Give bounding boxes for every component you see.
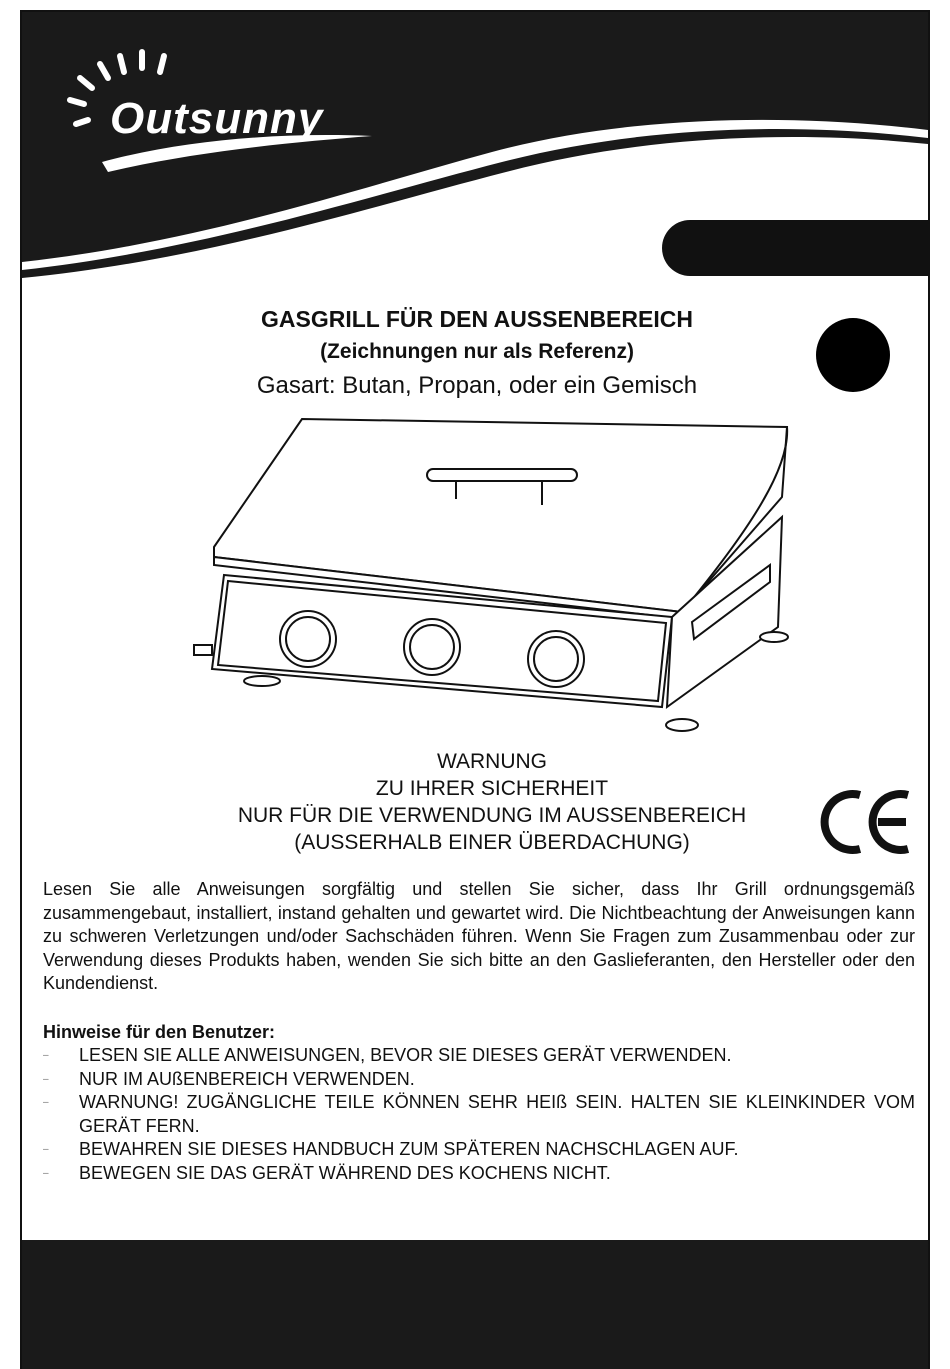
notes-heading: Hinweise für den Benutzer: (43, 1022, 276, 1042)
intro-paragraph: Lesen Sie alle Anweisungen sorgfältig und stellen Sie sicher, dass Ihr Grill ordnungsgemäß zusammengebaut, installiert, instand gehalten und gewartet wird. Die Nichtbeachtung der Anweisungen kann zu schweren Verletzungen und/oder Sachschäden führen. Wenn Sie Fragen zum Zusammenbau oder zur Verwendung dieses Produkts haben, wenden Sie sich bitte an den Gaslieferanten, den Hersteller oder den Kundendienst. (43, 879, 915, 993)
list-item: – BEWEGEN SIE DAS GERÄT WÄHREND DES KOCHENS NICHT. (43, 1162, 915, 1186)
warning-line-4: (AUSSERHALB EINER ÜBERDACHUNG) (294, 831, 690, 854)
page-subtitle: (Zeichnungen nur als Referenz) (320, 340, 634, 363)
header-tab (662, 220, 930, 276)
list-item: – LESEN SIE ALLE ANWEISUNGEN, BEVOR SIE DIESES GERÄT VERWENDEN. (43, 1044, 915, 1068)
brand-logo: Outsunny (110, 94, 324, 143)
warning-title: WARNUNG (436, 750, 548, 773)
page-frame (20, 10, 930, 1369)
list-item: – WARNUNG! ZUGÄNGLICHE TEILE KÖNNEN SEHR HEIß SEIN. HALTEN SIE KLEINKINDER VOM GERÄT FERN. (43, 1091, 915, 1138)
list-item: – BEWAHREN SIE DIESES HANDBUCH ZUM SPÄTEREN NACHSCHLAGEN AUF. (43, 1138, 915, 1162)
warning-line-3: NUR FÜR DIE VERWENDUNG IM AUSSENBEREICH (237, 804, 747, 827)
ce-mark-icon (816, 787, 916, 857)
notes-list (43, 1044, 915, 1185)
page-title: GASGRILL FÜR DEN AUSSENBEREICH (261, 306, 693, 332)
warning-line-2: ZU IHRER SICHERHEIT (375, 777, 609, 800)
footer-band (22, 1240, 928, 1369)
grill-illustration (172, 407, 792, 747)
list-item: – NUR IM AUßENBEREICH VERWENDEN. (43, 1068, 915, 1092)
gas-type: Gasart: Butan, Propan, oder ein Gemisch (256, 372, 698, 399)
